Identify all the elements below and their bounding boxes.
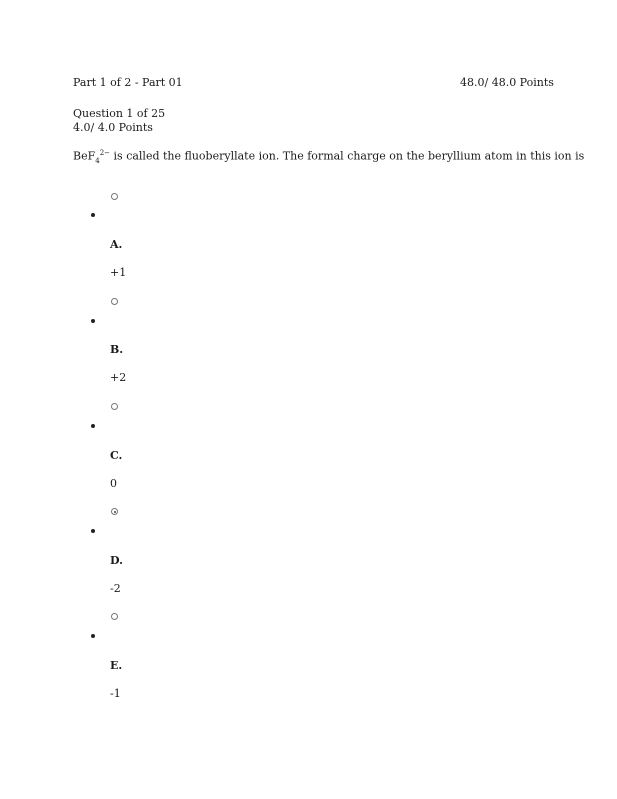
option-d-radio[interactable] — [111, 508, 118, 515]
option-e-bullet — [91, 634, 95, 638]
option-b-letter: B. — [110, 343, 124, 356]
option-b-bullet — [91, 319, 95, 323]
option-e-value[interactable]: -1 — [110, 687, 121, 700]
formula-subscript: 4 — [95, 156, 100, 165]
option-c-letter: C. — [110, 449, 123, 462]
option-e-radio[interactable] — [111, 613, 118, 620]
question-text — [73, 149, 584, 165]
formula-base: BeF — [73, 149, 96, 163]
option-a-radio[interactable] — [111, 193, 118, 200]
option-c-value[interactable]: 0 — [110, 477, 117, 490]
option-c-bullet — [91, 424, 95, 428]
option-b-radio[interactable] — [111, 298, 118, 305]
option-b-value[interactable]: +2 — [110, 371, 127, 384]
option-e-letter: E. — [110, 659, 123, 672]
option-d-value[interactable]: -2 — [110, 582, 121, 595]
question-number: Question 1 of 25 — [73, 107, 166, 120]
total-points: 48.0/ 48.0 Points — [460, 76, 554, 89]
option-d-letter: D. — [110, 554, 123, 567]
question-body: is called the fluoberyllate ion. The formal charge on the beryllium atom in this ion is — [110, 149, 585, 163]
part-label: Part 1 of 2 - Part 01 — [73, 76, 183, 89]
option-a-bullet — [91, 213, 95, 217]
formula-superscript: 2− — [99, 149, 111, 157]
question-points: 4.0/ 4.0 Points — [73, 121, 153, 134]
option-a-letter: A. — [110, 238, 123, 251]
option-c-radio[interactable] — [111, 403, 118, 410]
option-d-bullet — [91, 529, 95, 533]
option-a-value[interactable]: +1 — [110, 266, 127, 279]
